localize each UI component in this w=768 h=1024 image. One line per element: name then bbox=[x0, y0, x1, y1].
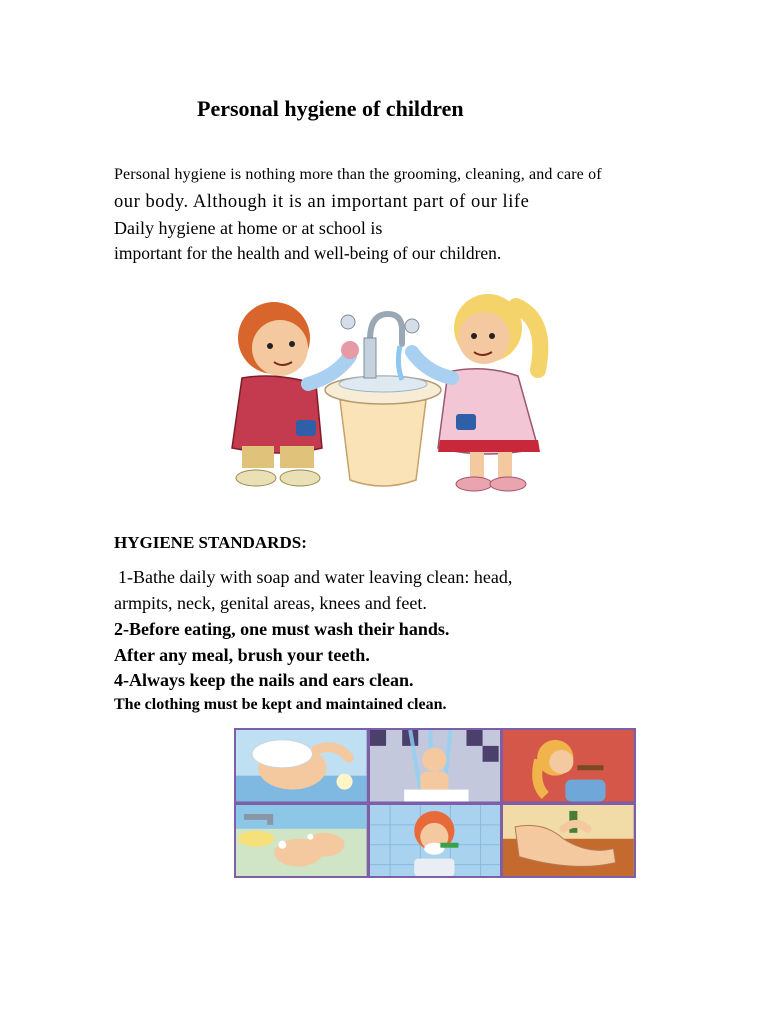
standards-heading: HYGIENE STANDARDS: bbox=[114, 533, 307, 552]
standard-line-6: The clothing must be kept and maintained clean. bbox=[114, 696, 447, 713]
children-washing-hands-illustration bbox=[212, 280, 560, 510]
foot-nail-trimming-panel bbox=[503, 805, 634, 877]
hair-brushing-panel bbox=[503, 730, 634, 802]
hand-washing-panel bbox=[236, 805, 367, 877]
standard-line-1: 1-Bathe daily with soap and water leaving clean: head, bbox=[118, 567, 513, 587]
teeth-brushing-panel bbox=[370, 805, 501, 877]
intro-line-3: Daily hygiene at home or at school is bbox=[114, 218, 383, 238]
hair-washing-panel bbox=[236, 730, 367, 802]
intro-line-2: our body. Although it is an important part of our life bbox=[114, 192, 530, 212]
hygiene-pictures-grid bbox=[234, 728, 636, 878]
intro-line-1: Personal hygiene is nothing more than the grooming, cleaning, and care of bbox=[114, 166, 602, 183]
shower-panel bbox=[370, 730, 501, 802]
standard-line-4: After any meal, brush your teeth. bbox=[114, 645, 370, 665]
intro-line-4: important for the health and well-being of our children. bbox=[114, 243, 502, 263]
standard-line-3: 2-Before eating, one must wash their hands. bbox=[114, 619, 450, 639]
page-title: Personal hygiene of children bbox=[197, 96, 464, 121]
standard-line-2: armpits, neck, genital areas, knees and feet. bbox=[114, 593, 427, 613]
standard-line-5: 4-Always keep the nails and ears clean. bbox=[114, 670, 414, 690]
